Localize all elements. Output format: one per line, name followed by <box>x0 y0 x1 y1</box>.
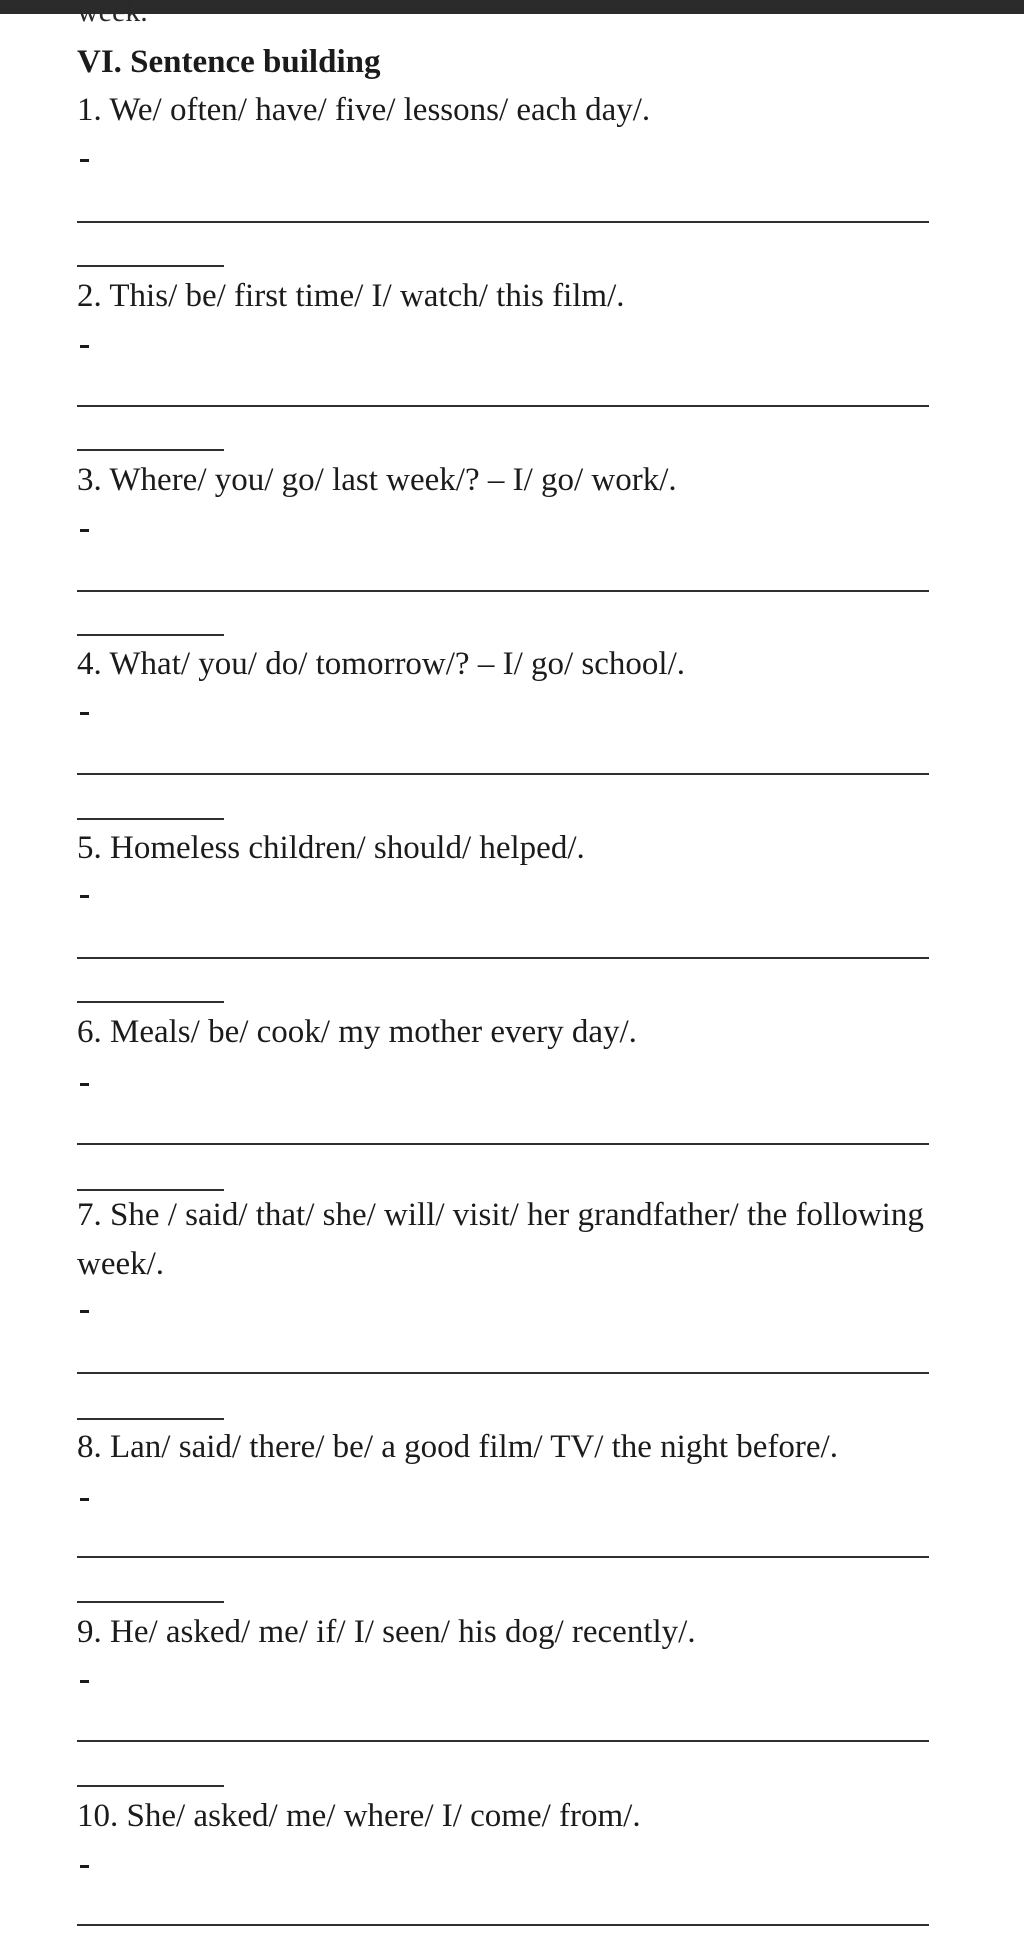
answer-line-continuation <box>77 634 224 636</box>
section-title: VI. Sentence building <box>77 44 381 80</box>
answer-dash <box>80 345 89 348</box>
answer-line-continuation <box>77 1601 224 1603</box>
answer-dash <box>80 159 89 162</box>
answer-line <box>77 957 929 959</box>
answer-line <box>77 590 929 592</box>
answer-line <box>77 1740 929 1742</box>
question-2-text: 2. This/ be/ first time/ I/ watch/ this film/. <box>77 278 625 314</box>
answer-line-continuation <box>77 1418 224 1420</box>
question-8-text: 8. Lan/ said/ there/ be/ a good film/ TV/ the night before/. <box>77 1429 838 1465</box>
answer-dash <box>80 895 89 898</box>
answer-line <box>77 1372 929 1374</box>
question-6-text: 6. Meals/ be/ cook/ my mother every day/. <box>77 1014 637 1050</box>
answer-dash <box>80 1865 89 1868</box>
question-5-text: 5. Homeless children/ should/ helped/. <box>77 830 585 866</box>
question-4-text: 4. What/ you/ do/ tomorrow/? – I/ go/ school/. <box>77 646 685 682</box>
answer-dash <box>80 1498 89 1501</box>
answer-line-continuation <box>77 265 224 267</box>
answer-line <box>77 405 929 407</box>
answer-line <box>77 1143 929 1145</box>
answer-dash <box>80 1680 89 1683</box>
question-3-text: 3. Where/ you/ go/ last week/? – I/ go/ work/. <box>77 462 677 498</box>
answer-line-continuation <box>77 1001 224 1003</box>
top-dark-bar <box>0 0 1024 28</box>
question-9-text: 9. He/ asked/ me/ if/ I/ seen/ his dog/ recently/. <box>77 1614 696 1650</box>
answer-dash <box>80 1083 89 1086</box>
answer-dash <box>80 1310 89 1313</box>
answer-dash <box>80 712 89 715</box>
answer-line-continuation <box>77 449 224 451</box>
answer-line-continuation <box>77 818 224 820</box>
question-7-text: 7. She / said/ that/ she/ will/ visit/ her grandfather/ the following week/. <box>77 1197 924 1282</box>
answer-line <box>77 1924 929 1926</box>
answer-line <box>77 773 929 775</box>
cut-off-previous-text: week. <box>77 0 148 28</box>
answer-dash <box>80 529 89 532</box>
answer-line <box>77 1556 929 1558</box>
answer-line-continuation <box>77 1785 224 1787</box>
question-10-text: 10. She/ asked/ me/ where/ I/ come/ from/. <box>77 1798 641 1834</box>
answer-line <box>77 221 929 223</box>
question-1-text: 1. We/ often/ have/ five/ lessons/ each day/. <box>77 92 651 128</box>
